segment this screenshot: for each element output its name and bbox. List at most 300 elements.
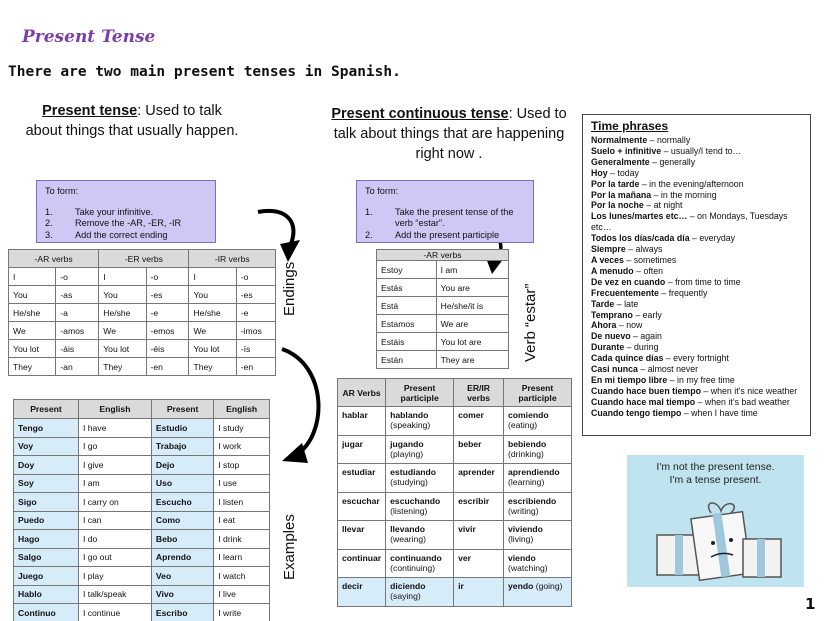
examples-cell: Hablo — [14, 585, 79, 604]
examples-cell: Estudio — [151, 419, 213, 438]
endings-cell: I — [189, 268, 236, 286]
estar-cell: I am — [436, 261, 508, 279]
endings-cell: -o — [56, 268, 99, 286]
participle-translation: (playing) — [390, 448, 424, 459]
examples-cell: Vivo — [151, 585, 213, 604]
participle-cell — [386, 578, 454, 607]
examples-cell: I eat — [214, 511, 270, 530]
time-phrase — [591, 375, 802, 386]
participle-cell — [386, 521, 454, 550]
continuous-form-title: To form: — [365, 186, 399, 196]
examples-cell: I learn — [214, 548, 270, 567]
table-row — [14, 437, 270, 456]
endings-cell: They — [99, 358, 146, 376]
time-phrase-english: – generally — [649, 156, 696, 167]
table-row — [377, 261, 509, 279]
endings-cell: He/she — [189, 304, 236, 322]
participle-cell — [386, 492, 454, 521]
participle-header-cell: AR Verbs — [338, 379, 386, 407]
endings-cell: -e — [146, 304, 189, 322]
time-phrase — [591, 233, 802, 244]
page-title: Present Tense — [22, 27, 156, 47]
ar-verb-cell: continuar — [338, 549, 386, 578]
endings-label: Endings — [281, 261, 298, 316]
table-row — [14, 511, 270, 530]
time-phrase-english: – during — [624, 342, 659, 353]
participle-translation: (eating) — [508, 420, 538, 430]
examples-cell: I give — [78, 456, 151, 475]
time-phrase-spanish: De vez en cuando — [591, 276, 666, 287]
time-phrase-english: – always — [625, 244, 663, 255]
step-text: Add the correct ending — [75, 229, 168, 240]
table-row — [377, 279, 509, 297]
time-phrase — [591, 310, 802, 321]
table-row — [14, 567, 270, 586]
continuous-form-step — [365, 230, 525, 242]
examples-cell: I live — [214, 585, 270, 604]
verb-estar-label: Verb “estar” — [522, 283, 539, 362]
examples-cell: I write — [214, 604, 270, 621]
examples-cell: Voy — [14, 437, 79, 456]
participle-word: escuchando — [390, 495, 441, 506]
time-phrase-english: – every fortnight — [663, 353, 729, 364]
time-phrase-english: – frequently — [658, 287, 708, 298]
estar-table-header: -AR verbs — [377, 250, 509, 261]
time-phrase-english: – almost never — [637, 364, 699, 375]
time-phrase-english: – in the morning — [651, 189, 717, 200]
participle-translation: (going) — [535, 581, 563, 591]
time-phrase-english: – when it’s nice weather — [700, 385, 798, 396]
time-phrase — [591, 255, 802, 266]
er-ir-verb-cell: ir — [454, 578, 504, 607]
table-row — [338, 464, 572, 493]
examples-cell: Escribo — [151, 604, 213, 621]
time-phrase — [591, 277, 802, 288]
examples-cell: I stop — [214, 456, 270, 475]
table-row — [9, 358, 276, 376]
endings-cell: We — [189, 322, 236, 340]
participle-word: viendo — [508, 552, 536, 563]
cartoon-caption-line1: I'm not the present tense. — [656, 461, 775, 473]
table-row — [377, 297, 509, 315]
estar-cell: You lot are — [436, 333, 508, 351]
estar-cell: He/she/it is — [436, 297, 508, 315]
table-row — [14, 548, 270, 567]
time-phrase-english: – at night — [643, 200, 683, 211]
endings-cell: -an — [56, 358, 99, 376]
er-ir-verb-cell: comer — [454, 407, 504, 436]
time-phrase-english: – today — [607, 167, 639, 178]
endings-cell: He/she — [99, 304, 146, 322]
time-phrase-english: – now — [616, 320, 643, 331]
time-phrase-spanish: Suelo + infinitive — [591, 145, 662, 156]
endings-cell: -es — [146, 286, 189, 304]
step-number: 2. — [45, 218, 53, 228]
participle-translation: (speaking) — [390, 420, 431, 430]
table-row — [338, 521, 572, 550]
table-row — [338, 407, 572, 436]
er-ir-verb-cell: vivir — [454, 521, 504, 550]
present-form-step — [45, 230, 207, 242]
time-phrase-english: – on Mondays, Tuesdays etc… — [591, 211, 788, 233]
endings-cell: We — [99, 322, 146, 340]
table-row — [338, 578, 572, 607]
endings-cell: They — [189, 358, 236, 376]
present-form-steps — [45, 207, 207, 242]
participle-translation: (studying) — [390, 477, 428, 487]
endings-cell: He/she — [9, 304, 56, 322]
time-phrase-spanish: Frecuentemente — [591, 287, 659, 298]
time-phrase-spanish: Temprano — [591, 309, 633, 320]
present-form-box — [36, 180, 216, 243]
examples-cell: Salgo — [14, 548, 79, 567]
endings-cell: -es — [236, 286, 275, 304]
time-phrase-english: – usually/I tend to… — [661, 145, 742, 156]
examples-cell: I play — [78, 567, 151, 586]
endings-cell: You — [99, 286, 146, 304]
examples-cell: Veo — [151, 567, 213, 586]
participle-word: aprendiendo — [508, 467, 560, 477]
table-row — [14, 474, 270, 493]
examples-cell: I have — [78, 419, 151, 438]
endings-cell: -emos — [146, 322, 189, 340]
time-phrase-english: – when it’s bad weather — [695, 396, 790, 407]
examples-label: Examples — [281, 514, 298, 580]
time-phrase — [591, 168, 802, 179]
present-tense-heading-title: Present tense — [42, 103, 138, 119]
estar-cell: Estás — [377, 279, 437, 297]
time-phrase — [591, 190, 802, 201]
time-phrase-spanish: Por la mañana — [591, 189, 652, 200]
endings-cell: You lot — [9, 340, 56, 358]
table-row — [338, 549, 572, 578]
table-row — [338, 435, 572, 464]
participle-word: jugando — [390, 438, 424, 449]
participle-word: bebiendo — [508, 438, 547, 449]
endings-cell: -en — [236, 358, 275, 376]
er-ir-verb-cell: escribir — [454, 492, 504, 521]
examples-header-cell: Present — [151, 400, 213, 419]
cartoon-caption — [633, 461, 798, 487]
time-phrase-spanish: Siempre — [591, 244, 626, 255]
time-phrase-spanish: Por la noche — [591, 200, 644, 211]
table-row — [14, 456, 270, 475]
endings-cell: You lot — [189, 340, 236, 358]
time-phrase — [591, 244, 802, 255]
examples-cell: Dejo — [151, 456, 213, 475]
table-row — [9, 304, 276, 322]
table-row — [14, 493, 270, 512]
time-phrase — [591, 146, 802, 157]
endings-cell: I — [9, 268, 56, 286]
endings-cell: You — [9, 286, 56, 304]
participle-translation: (learning) — [508, 477, 545, 487]
examples-table-header — [14, 400, 270, 419]
participle-header-cell: ER/IR verbs — [454, 379, 504, 407]
participle-word: comiendo — [508, 410, 549, 420]
participle-cell — [504, 435, 572, 464]
table-row — [9, 286, 276, 304]
step-number: 1. — [365, 206, 373, 217]
participle-translation: (drinking) — [508, 448, 544, 459]
participle-cell — [504, 492, 572, 521]
examples-cell: Juego — [14, 567, 79, 586]
cartoon-image — [627, 455, 804, 587]
table-row — [377, 351, 509, 369]
table-row — [14, 530, 270, 549]
time-phrase-spanish: En mi tiempo libre — [591, 374, 668, 385]
examples-cell: I work — [214, 437, 270, 456]
participle-word: viviendo — [508, 524, 543, 534]
participle-cell — [504, 407, 572, 436]
time-phrase-spanish: Cuando hace buen tiempo — [591, 385, 701, 396]
examples-header-cell: Present — [14, 400, 79, 419]
estar-cell: They are — [436, 351, 508, 369]
table-row — [14, 419, 270, 438]
time-phrase-english: – late — [614, 298, 639, 309]
examples-cell: I go — [78, 437, 151, 456]
time-phrase-spanish: Durante — [591, 342, 625, 353]
time-phrase — [591, 135, 802, 146]
participle-header-cell: Present participle — [504, 379, 572, 407]
examples-cell: Puedo — [14, 511, 79, 530]
estar-cell: You are — [436, 279, 508, 297]
participle-translation: (listening) — [390, 505, 428, 516]
examples-cell: Uso — [151, 474, 213, 493]
time-phrase — [591, 353, 802, 364]
table-row — [14, 604, 270, 621]
participle-translation: (writing) — [508, 505, 539, 516]
examples-cell: Hago — [14, 530, 79, 549]
examples-cell: I use — [214, 474, 270, 493]
continuous-tense-heading-title: Present continuous tense — [331, 106, 509, 122]
examples-header-cell: English — [78, 400, 151, 419]
time-phrase-spanish: Todos los días/cada día — [591, 233, 690, 244]
time-phrase-english: – early — [632, 309, 662, 320]
time-phrase-spanish: De nuevo — [591, 331, 631, 342]
table-row — [9, 268, 276, 286]
endings-cell: -o — [236, 268, 275, 286]
time-phrase-spanish: Cada quince días — [591, 353, 664, 364]
time-phrase — [591, 342, 802, 353]
time-phrase — [591, 288, 802, 299]
examples-table — [13, 399, 270, 621]
step-text: Take the present tense of the verb “estar”. — [395, 206, 514, 228]
examples-cell: I do — [78, 530, 151, 549]
endings-cell: I — [99, 268, 146, 286]
endings-table — [8, 249, 276, 376]
examples-cell: Continuo — [14, 604, 79, 621]
examples-cell: Sigo — [14, 493, 79, 512]
table-row — [9, 340, 276, 358]
time-phrase — [591, 386, 802, 397]
examples-cell: I talk/speak — [78, 585, 151, 604]
participle-word: continuando — [390, 552, 442, 563]
endings-header-cell: -AR verbs — [9, 250, 99, 268]
time-phrase-english: – often — [633, 265, 664, 276]
time-phrase-english: – normally — [647, 135, 691, 145]
tense-present-gift-icon — [645, 493, 790, 585]
table-row — [338, 492, 572, 521]
present-tense-heading — [22, 101, 242, 141]
participle-translation: (living) — [508, 534, 534, 544]
page-number: 1 — [805, 595, 816, 613]
examples-cell: Como — [151, 511, 213, 530]
ar-verb-cell: hablar — [338, 407, 386, 436]
endings-cell: You — [189, 286, 236, 304]
examples-cell: I watch — [214, 567, 270, 586]
table-row — [377, 315, 509, 333]
endings-cell: -as — [56, 286, 99, 304]
curved-arrow-icon — [278, 345, 338, 475]
estar-table — [376, 249, 509, 369]
time-phrase-english: – in the evening/afternoon — [639, 178, 744, 189]
continuous-form-steps — [365, 207, 525, 242]
endings-cell: -amos — [56, 322, 99, 340]
time-phrase — [591, 331, 802, 342]
page-subtitle: There are two main present tenses in Spanish. — [8, 64, 401, 80]
examples-cell: I carry on — [78, 493, 151, 512]
estar-cell: Estáis — [377, 333, 437, 351]
ar-verb-cell: estudiar — [338, 464, 386, 493]
present-form-step — [45, 218, 207, 230]
endings-cell: -e — [236, 304, 275, 322]
er-ir-verb-cell: beber — [454, 435, 504, 464]
present-tense-heading-desc: : Used to talk about things that usually happen. — [25, 103, 239, 139]
time-phrase-spanish: Ahora — [591, 320, 617, 331]
participle-cell — [504, 521, 572, 550]
endings-cell: We — [9, 322, 56, 340]
cartoon-caption-line2: I'm a tense present. — [669, 474, 762, 486]
time-phrase — [591, 157, 802, 168]
time-phrase — [591, 364, 802, 375]
participle-word: escribiendo — [508, 495, 557, 506]
participle-cell — [386, 407, 454, 436]
examples-cell: Doy — [14, 456, 79, 475]
continuous-tense-heading-desc: : Used to talk about things that are happening right now . — [333, 106, 567, 162]
step-text: Add the present participle — [395, 229, 500, 240]
time-phrase-spanish: Los lunes/martes etc… — [591, 211, 688, 222]
participle-translation: (continuing) — [390, 562, 436, 573]
time-phrase-spanish: Normalmente — [591, 135, 648, 145]
endings-table-header — [9, 250, 276, 268]
participle-cell — [386, 549, 454, 578]
participle-header-cell: Present participle — [386, 379, 454, 407]
time-phrases-list — [591, 135, 802, 419]
continuous-form-step — [365, 207, 525, 230]
time-phrase-english: – from time to time — [665, 276, 741, 287]
time-phrase — [591, 200, 802, 211]
estar-cell: We are — [436, 315, 508, 333]
time-phrase — [591, 299, 802, 310]
estar-cell: Estoy — [377, 261, 437, 279]
ar-verb-cell: escuchar — [338, 492, 386, 521]
time-phrase-english: – sometimes — [623, 254, 677, 265]
time-phrase-spanish: A menudo — [591, 265, 634, 276]
time-phrase-spanish: A veces — [591, 254, 624, 265]
participle-table — [337, 378, 572, 607]
endings-header-cell: -IR verbs — [189, 250, 276, 268]
step-number: 1. — [45, 206, 53, 217]
continuous-tense-heading — [330, 104, 568, 164]
endings-header-cell: -ER verbs — [99, 250, 189, 268]
endings-cell: They — [9, 358, 56, 376]
participle-cell — [386, 464, 454, 493]
time-phrase-spanish: Cuando tengo tiempo — [591, 407, 682, 418]
estar-cell: Está — [377, 297, 437, 315]
time-phrase-english: – in my free time — [667, 374, 735, 385]
time-phrase — [591, 397, 802, 408]
participle-translation: (saying) — [390, 591, 421, 601]
endings-cell: -ís — [236, 340, 275, 358]
examples-header-cell: English — [214, 400, 270, 419]
time-phrase-english: – when I have time — [681, 407, 758, 418]
participle-word: llevando — [390, 524, 426, 534]
continuous-form-box — [356, 180, 534, 243]
participle-cell — [504, 578, 572, 607]
endings-cell: -éis — [146, 340, 189, 358]
step-number: 3. — [45, 229, 53, 240]
examples-cell: I continue — [78, 604, 151, 621]
participle-cell — [504, 464, 572, 493]
time-phrase-english: – again — [630, 331, 662, 342]
endings-cell: You lot — [99, 340, 146, 358]
participle-word: estudiando — [390, 467, 436, 477]
time-phrases-box — [582, 114, 811, 436]
examples-cell: I drink — [214, 530, 270, 549]
examples-cell: I can — [78, 511, 151, 530]
time-phrase-english: – everyday — [689, 233, 736, 244]
time-phrase-spanish: Generalmente — [591, 156, 650, 167]
time-phrase-spanish: Casi nunca — [591, 364, 638, 375]
estar-cell: Están — [377, 351, 437, 369]
time-phrase-spanish: Tarde — [591, 298, 615, 309]
examples-cell: Aprendo — [151, 548, 213, 567]
step-number: 2. — [365, 229, 373, 240]
participle-translation: (wearing) — [390, 534, 426, 544]
examples-cell: I study — [214, 419, 270, 438]
endings-cell: -imos — [236, 322, 275, 340]
participle-word: hablando — [390, 410, 429, 420]
examples-cell: I go out — [78, 548, 151, 567]
table-row — [377, 333, 509, 351]
examples-cell: Soy — [14, 474, 79, 493]
table-row — [14, 585, 270, 604]
examples-cell: Tengo — [14, 419, 79, 438]
time-phrase — [591, 266, 802, 277]
examples-cell: I am — [78, 474, 151, 493]
time-phrase — [591, 320, 802, 331]
examples-cell: Bebo — [151, 530, 213, 549]
participle-cell — [504, 549, 572, 578]
er-ir-verb-cell: ver — [454, 549, 504, 578]
endings-cell: -áis — [56, 340, 99, 358]
table-row — [9, 322, 276, 340]
ar-verb-cell: jugar — [338, 435, 386, 464]
examples-cell: I listen — [214, 493, 270, 512]
examples-cell: Trabajo — [151, 437, 213, 456]
participle-translation: (watching) — [508, 562, 548, 573]
time-phrase-spanish: Hoy — [591, 167, 608, 178]
time-phrase — [591, 408, 802, 419]
ar-verb-cell: llevar — [338, 521, 386, 550]
endings-cell: -o — [146, 268, 189, 286]
participle-word: yendo — [508, 581, 534, 591]
endings-cell: -en — [146, 358, 189, 376]
estar-cell: Estamos — [377, 315, 437, 333]
time-phrase — [591, 179, 802, 190]
step-text: Remove the -AR, -ER, -IR — [75, 218, 182, 228]
